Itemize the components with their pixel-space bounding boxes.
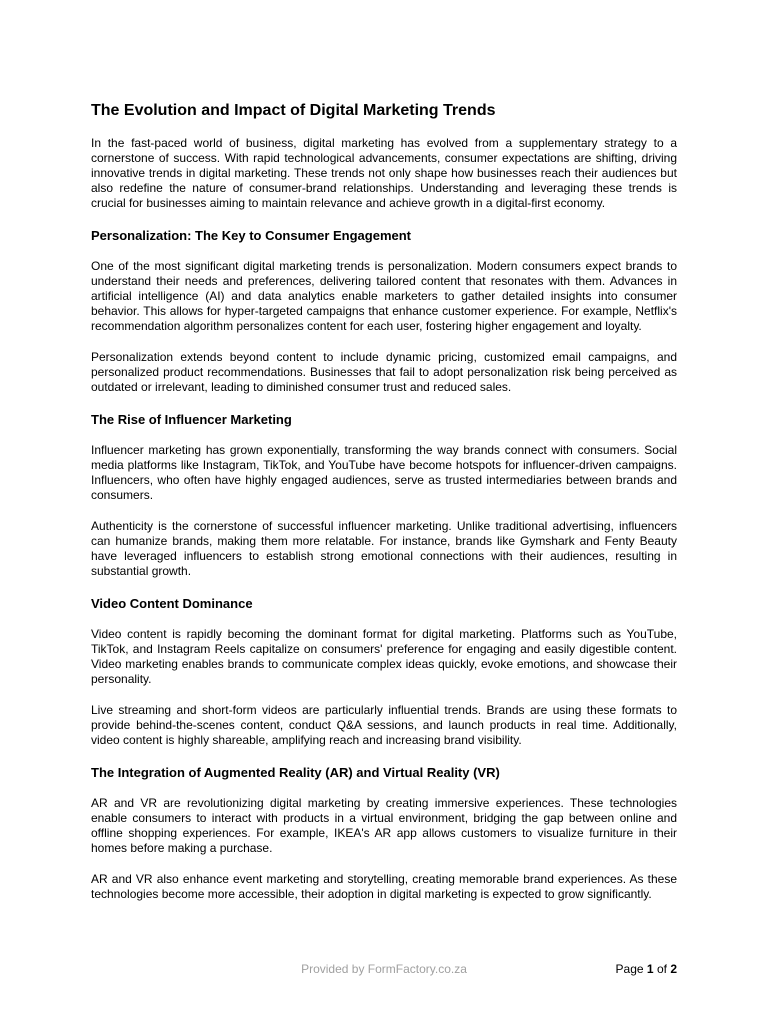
section-heading-video: Video Content Dominance bbox=[91, 596, 253, 611]
section-paragraph: One of the most significant digital marketing trends is personalization. Modern consumers expect brands to understand their needs and preferences, delivering tailored content that resonates with them. Advances in artificial intelligence (AI) and data analytics enable marketers to gather detailed insights into consumer behavior. This allows for hyper-targeted campaigns that enhance customer experience. For example, Netflix's recommendation algorithm personalizes content for each user, fostering higher engagement and loyalty. bbox=[91, 259, 677, 333]
document-title: The Evolution and Impact of Digital Marketing Trends bbox=[91, 102, 496, 119]
page-of: of bbox=[656, 962, 667, 976]
section-paragraph: Video content is rapidly becoming the dominant format for digital marketing. Platforms such as YouTube, TikTok, and Instagram Reels capitalize on consumers' preference for engaging and easily digestible content. Video marketing enables brands to communicate complex ideas quickly, evoke emotions, and showcase their personality. bbox=[91, 627, 677, 686]
provided-by-footer: Provided by FormFactory.co.za bbox=[301, 962, 467, 976]
page-total: 2 bbox=[670, 962, 677, 976]
section-paragraph: AR and VR are revolutionizing digital marketing by creating immersive experiences. These technologies enable consumers to interact with products in a virtual environment, bridging the gap between online and offline shopping experiences. For example, IKEA's AR app allows customers to visualize furniture in their homes before making a purchase. bbox=[91, 796, 677, 855]
section-paragraph: AR and VR also enhance event marketing and storytelling, creating memorable brand experiences. As these technologies become more accessible, their adoption in digital marketing is expected to grow significantly. bbox=[91, 872, 677, 901]
section-paragraph: Influencer marketing has grown exponentially, transforming the way brands connect with consumers. Social media platforms like Instagram, TikTok, and YouTube have become hotspots for influencer-driven campaigns. Influencers, who often have highly engaged audiences, serve as trusted intermediaries between brands and consumers. bbox=[91, 443, 677, 502]
section-paragraph: Live streaming and short-form videos are particularly influential trends. Brands are using these formats to provide behind-the-scenes content, conduct Q&A sessions, and launch products in real time. Additionally, video content is highly shareable, amplifying reach and increasing brand visibility. bbox=[91, 703, 677, 747]
section-heading-personalization: Personalization: The Key to Consumer Engagement bbox=[91, 228, 411, 243]
section-paragraph: Authenticity is the cornerstone of successful influencer marketing. Unlike traditional advertising, influencers can humanize brands, making them more relatable. For instance, brands like Gymshark and Fenty Beauty have leveraged influencers to establish strong emotional connections with their audiences, resulting in substantial growth. bbox=[91, 519, 677, 578]
section-heading-influencer: The Rise of Influencer Marketing bbox=[91, 412, 292, 427]
section-heading-ar-vr: The Integration of Augmented Reality (AR) and Virtual Reality (VR) bbox=[91, 765, 500, 780]
page-number bbox=[616, 962, 677, 976]
document-page bbox=[91, 100, 677, 918]
page-current: 1 bbox=[646, 962, 654, 976]
page-label: Page bbox=[615, 962, 644, 976]
intro-paragraph: In the fast-paced world of business, digital marketing has evolved from a supplementary strategy to a cornerstone of success. With rapid technological advancements, consumer expectations are shifting, driving innovative trends in digital marketing. These trends not only shape how businesses reach their audiences but also redefine the nature of consumer-brand relationships. Understanding and leveraging these trends is crucial for businesses aiming to maintain relevance and achieve growth in a digital-first economy. bbox=[91, 136, 677, 210]
section-paragraph: Personalization extends beyond content to include dynamic pricing, customized email campaigns, and personalized product recommendations. Businesses that fail to adopt personalization risk being perceived as outdated or irrelevant, leading to diminished consumer trust and reduced sales. bbox=[91, 350, 677, 394]
